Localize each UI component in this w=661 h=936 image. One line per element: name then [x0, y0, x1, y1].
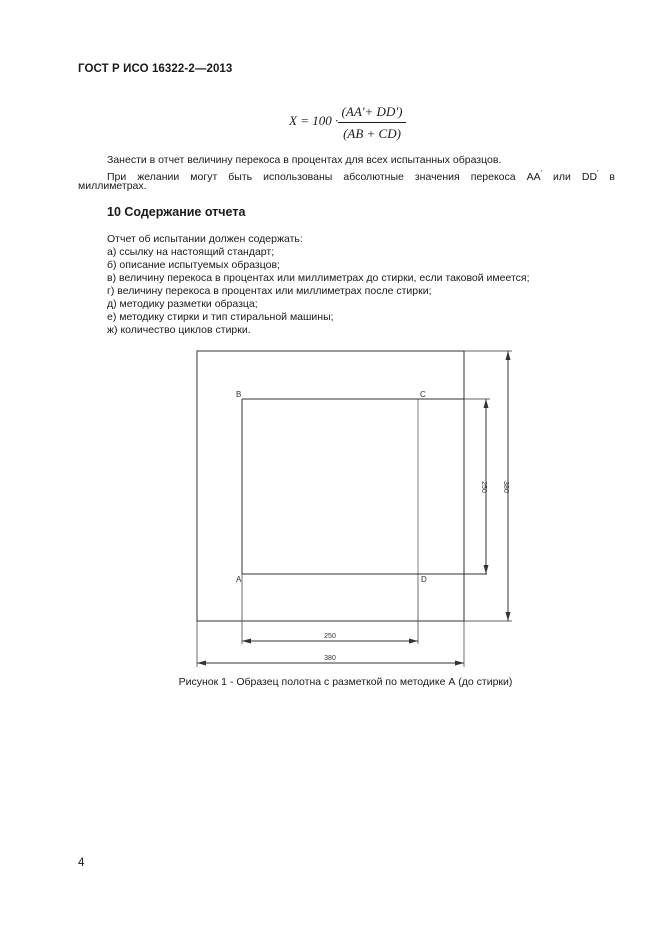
- list-item: б) описание испытуемых образцов;: [107, 259, 280, 271]
- p2-sup1: ': [540, 170, 542, 177]
- arrow-outer-height-bottom: [506, 612, 511, 621]
- dim-label-inner-width: 250: [324, 633, 336, 640]
- p2-part1: При желании могут быть использованы абсолютные значения перекоса AA: [107, 171, 541, 183]
- arrow-outer-height-top: [506, 351, 511, 360]
- p2-part2: или DD: [541, 171, 598, 183]
- page-number: 4: [78, 857, 85, 869]
- point-label-c: C: [420, 390, 426, 399]
- figure-caption: Рисунок 1 - Образец полотна с разметкой по методике А (до стирки): [178, 676, 513, 688]
- formula-denominator: (AB + CD): [343, 126, 401, 141]
- dim-label-outer-width: 380: [324, 655, 336, 662]
- list-item: а) ссылку на настоящий стандарт;: [107, 246, 275, 258]
- p2-part3: в: [598, 171, 616, 183]
- paragraph-report-skew: Занести в отчет величину перекоса в процентах для всех испытанных образцов.: [107, 154, 502, 166]
- list-item: г) величину перекоса в процентах или миллиметрах после стирки;: [107, 285, 432, 297]
- list-intro: Отчет об испытании должен содержать:: [107, 233, 303, 245]
- document-header: ГОСТ Р ИСО 16322-2—2013: [78, 63, 233, 75]
- point-label-b: B: [236, 390, 242, 399]
- point-label-a: A: [236, 575, 242, 584]
- formula-lhs: X = 100 ·: [289, 113, 339, 128]
- formula-numerator: (AA'+ DD'): [341, 104, 403, 119]
- list-item: е) методику стирки и тип стиральной машины;: [107, 311, 334, 323]
- list-item: ж) количество циклов стирки.: [107, 324, 251, 336]
- section-title: 10 Содержание отчета: [107, 205, 246, 219]
- point-label-d: D: [421, 575, 427, 584]
- arrow-outer-width-left: [197, 661, 206, 666]
- list-item: в) величину перекоса в процентах или миллиметрах до стирки, если таковой имеется;: [107, 272, 530, 284]
- dimension-arrows: [197, 351, 511, 666]
- p2-sup2: ': [597, 170, 599, 177]
- arrow-inner-height-bottom: [484, 565, 489, 574]
- arrow-outer-width-right: [455, 661, 464, 666]
- list-item: д) методику разметки образца;: [107, 298, 258, 310]
- arrow-inner-width-right: [409, 639, 418, 644]
- dim-label-outer-height: 380: [502, 481, 509, 493]
- arrow-inner-height-top: [484, 399, 489, 408]
- paragraph-absolute-values-cont: миллиметрах.: [78, 180, 147, 192]
- arrow-inner-width-left: [242, 639, 251, 644]
- dim-label-inner-height: 250: [480, 481, 487, 493]
